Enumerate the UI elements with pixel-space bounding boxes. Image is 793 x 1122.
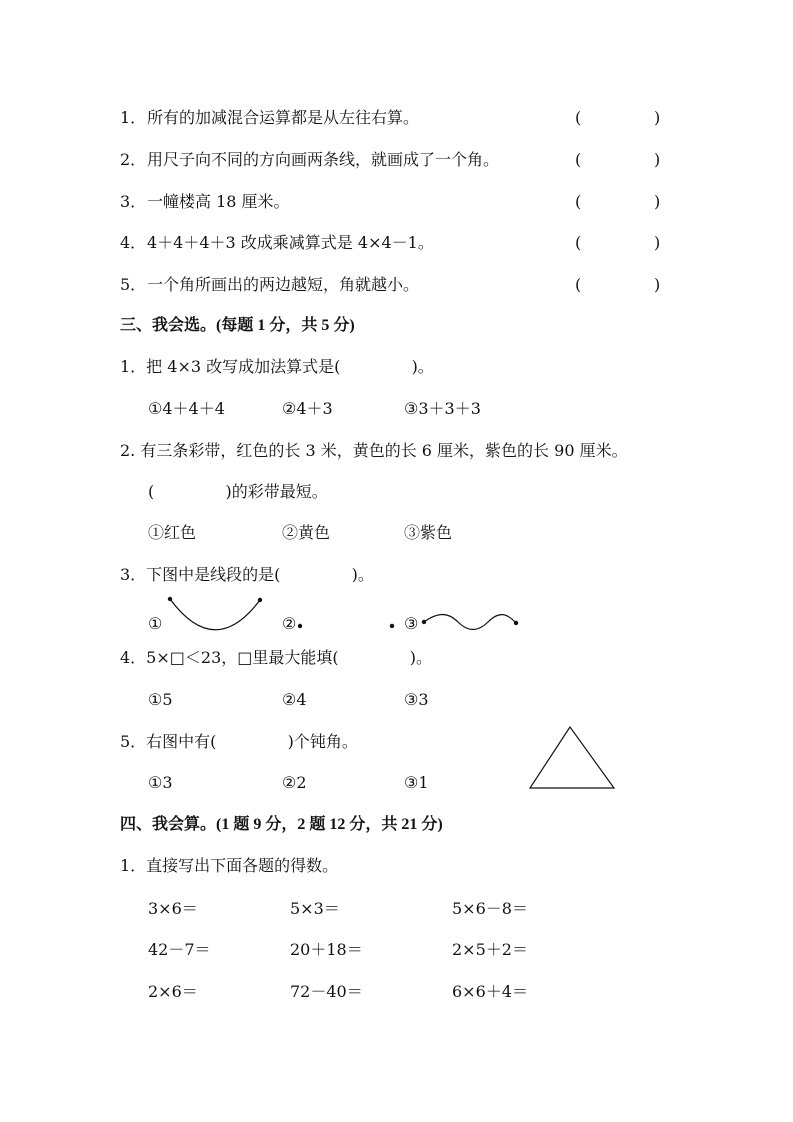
s3-q3-option-3: ③ (404, 614, 419, 633)
s3-q1-text: 1．把 4×3 改写成加法算式是( )。 (120, 357, 434, 376)
curved-arc-figure (168, 597, 262, 630)
answer-close-paren: ) (654, 192, 661, 211)
section3-heading: 三、我会选。(每题 1 分，共 5 分) (120, 317, 355, 334)
s3-q4-option-3: ③3 (404, 690, 429, 709)
s3-q4-text: 4．5×□＜23，□里最大能填( )。 (120, 648, 433, 667)
section4-heading: 四、我会算。(1 题 9 分，2 题 12 分，共 21 分) (120, 816, 443, 833)
s3-q4-option-1: ①5 (148, 690, 173, 709)
judge-item-3-text: 一幢楼高 18 厘米。 (147, 192, 290, 211)
calc-item: 2×6＝ (148, 982, 198, 1001)
s3-q2-text-cont: ( )的彩带最短。 (148, 482, 328, 501)
s3-q2-option-3: ③紫色 (404, 523, 453, 542)
calc-item: 72－40＝ (290, 982, 363, 1001)
s4-q1-text: 1．直接写出下面各题的得数。 (120, 856, 339, 875)
answer-open-paren: ( (575, 108, 582, 127)
judge-item-5-text: 一个角所画出的两边越短，角就越小。 (147, 275, 420, 294)
answer-close-paren: ) (654, 233, 661, 252)
triangle-figure (530, 727, 614, 788)
calc-item: 42－7＝ (148, 940, 211, 959)
judge-item-4-text: 4＋4＋4＋3 改成乘减算式是 4×4－1。 (147, 233, 434, 252)
wavy-line-figure (422, 615, 518, 630)
answer-open-paren: ( (575, 150, 582, 169)
answer-open-paren: ( (575, 275, 582, 294)
s3-q2-text: 2. 有三条彩带，红色的长 3 米，黄色的长 6 厘米，紫色的长 90 厘米。 (120, 441, 628, 460)
judge-item-3-num: 3． (120, 192, 147, 211)
s3-q5-option-1: ①3 (148, 773, 173, 792)
answer-close-paren: ) (654, 108, 661, 127)
answer-open-paren: ( (575, 233, 582, 252)
calc-item: 2×5＋2＝ (452, 940, 528, 959)
s3-q3-text: 3．下图中是线段的是( )。 (120, 565, 374, 584)
s3-q2-option-2: ②黄色 (282, 523, 331, 542)
s3-q2-option-1: ①红色 (148, 523, 197, 542)
s3-q5-option-3: ③1 (404, 773, 429, 792)
s3-q4-option-2: ②4 (282, 690, 307, 709)
answer-close-paren: ) (654, 275, 661, 294)
judge-item-5-num: 5． (120, 275, 147, 294)
s3-q3-option-1: ① (148, 614, 163, 633)
s3-q5-text: 5．右图中有( )个钝角。 (120, 732, 358, 751)
s3-q1-option-3: ③3＋3＋3 (404, 399, 481, 418)
judge-item-2-num: 2． (120, 150, 147, 169)
calc-item: 5×6－8＝ (452, 899, 528, 918)
two-points-figure (298, 624, 394, 628)
calc-item: 5×3＝ (290, 899, 340, 918)
answer-open-paren: ( (575, 192, 582, 211)
s3-q1-option-1: ①4＋4＋4 (148, 399, 225, 418)
s3-q3-option-2: ② (282, 614, 297, 633)
s3-q5-option-2: ②2 (282, 773, 307, 792)
calc-item: 6×6＋4＝ (452, 982, 528, 1001)
judge-item-1-text: 所有的加减混合运算都是从左往右算。 (147, 108, 420, 127)
s3-q1-option-2: ②4＋3 (282, 399, 333, 418)
judge-item-4-num: 4． (120, 233, 147, 252)
calc-item: 3×6＝ (148, 899, 198, 918)
judge-item-2-text: 用尺子向不同的方向画两条线，就画成了一个角。 (147, 150, 500, 169)
answer-close-paren: ) (654, 150, 661, 169)
judge-item-1-num: 1． (120, 108, 147, 127)
calc-item: 20＋18＝ (290, 940, 363, 959)
